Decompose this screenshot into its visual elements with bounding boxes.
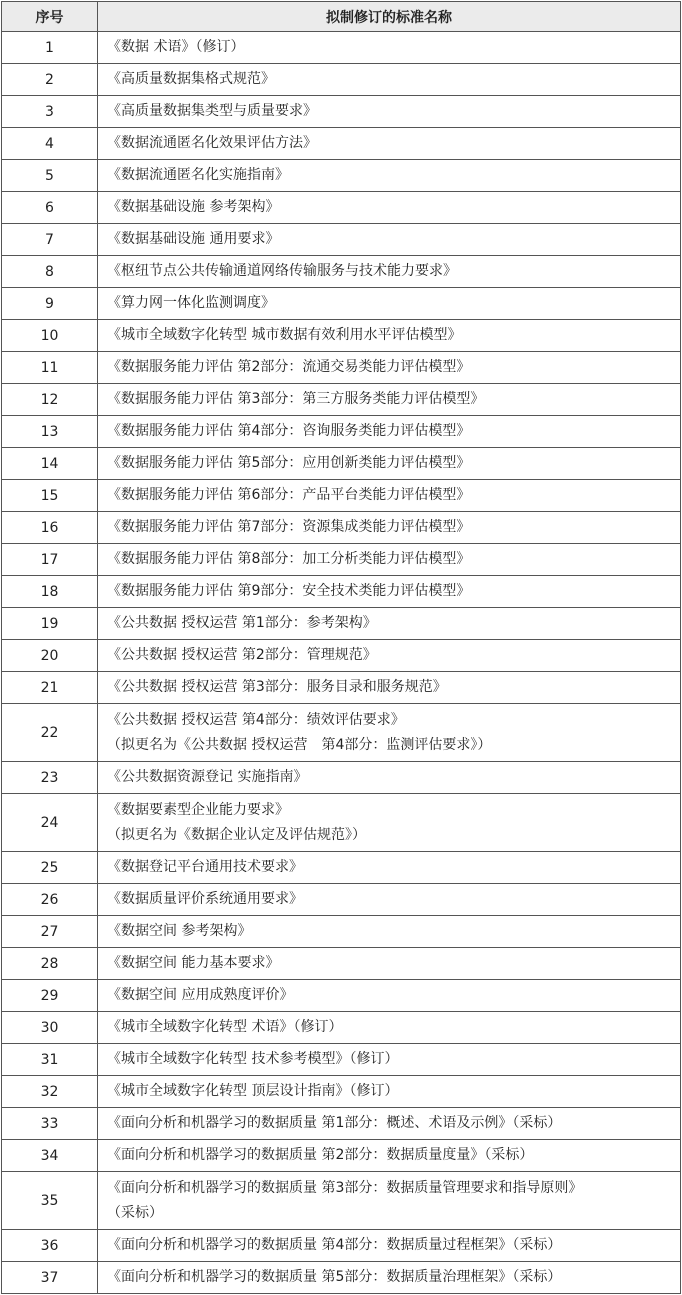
standard-name-cell — [98, 384, 681, 416]
table-header-row — [2, 2, 681, 32]
standard-name-cell — [98, 288, 681, 320]
standard-name-cell — [98, 704, 681, 762]
table-row — [2, 980, 681, 1012]
table-row — [2, 794, 681, 852]
serial-number-cell: 28 — [2, 948, 98, 980]
serial-number-cell: 23 — [2, 762, 98, 794]
standard-name-line: 《枢纽节点公共传输通道网络传输服务与技术能力要求》 — [107, 263, 457, 279]
standard-name-cell — [98, 576, 681, 608]
table-row — [2, 1108, 681, 1140]
table-row — [2, 948, 681, 980]
standard-name-cell — [98, 884, 681, 916]
table-row — [2, 480, 681, 512]
serial-number-cell: 21 — [2, 672, 98, 704]
standard-name-line: （拟更名为《公共数据 授权运营 第4部分：监测评估要求》） — [107, 736, 492, 753]
standard-name-cell — [98, 762, 681, 794]
table-row — [2, 1172, 681, 1230]
serial-number-cell: 20 — [2, 640, 98, 672]
serial-number-cell: 22 — [2, 704, 98, 762]
serial-number-cell: 8 — [2, 256, 98, 288]
standard-name-line: 《数据服务能力评估 第5部分：应用创新类能力评估模型》 — [107, 455, 471, 471]
serial-number-cell: 9 — [2, 288, 98, 320]
standard-name-line: 《数据流通匿名化效果评估方法》 — [107, 135, 317, 151]
table-body — [2, 32, 681, 1294]
table-row — [2, 416, 681, 448]
serial-number-cell: 16 — [2, 512, 98, 544]
table-row — [2, 224, 681, 256]
standard-name-cell — [98, 160, 681, 192]
serial-number-cell: 25 — [2, 852, 98, 884]
standard-name-cell — [98, 448, 681, 480]
standard-name-line: 《面向分析和机器学习的数据质量 第5部分：数据质量治理框架》（采标） — [107, 1269, 562, 1285]
standard-name-line: 《城市全域数字化转型 技术参考模型》（修订） — [107, 1051, 399, 1067]
standard-name-line: 《数据服务能力评估 第9部分：安全技术类能力评估模型》 — [107, 583, 471, 599]
serial-number-cell: 5 — [2, 160, 98, 192]
standard-name-cell — [98, 852, 681, 884]
serial-number-cell: 36 — [2, 1230, 98, 1262]
table-row — [2, 64, 681, 96]
standard-name-line: 《数据空间 参考架构》 — [107, 923, 252, 939]
standards-table — [1, 1, 681, 1294]
serial-number-cell: 4 — [2, 128, 98, 160]
standard-name-line: 《数据服务能力评估 第4部分：咨询服务类能力评估模型》 — [107, 423, 471, 439]
serial-number-cell: 10 — [2, 320, 98, 352]
serial-number-cell: 13 — [2, 416, 98, 448]
standard-name-cell — [98, 794, 681, 852]
standard-name-line: 《公共数据 授权运营 第1部分：参考架构》 — [107, 615, 377, 631]
table-row — [2, 512, 681, 544]
standard-name-cell — [98, 640, 681, 672]
table-row — [2, 852, 681, 884]
standard-name-line: 《公共数据资源登记 实施指南》 — [107, 769, 308, 785]
standard-name-cell — [98, 320, 681, 352]
standard-name-line: 《城市全域数字化转型 术语》（修订） — [107, 1019, 343, 1035]
standard-name-cell — [98, 608, 681, 640]
serial-number-cell: 7 — [2, 224, 98, 256]
standard-name-line: 《数据服务能力评估 第7部分：资源集成类能力评估模型》 — [107, 519, 471, 535]
standard-name-line: 《面向分析和机器学习的数据质量 第2部分：数据质量度量》（采标） — [107, 1147, 534, 1163]
table-row — [2, 1076, 681, 1108]
standard-name-line: 《城市全域数字化转型 城市数据有效利用水平评估模型》 — [107, 327, 462, 343]
standard-name-line: 《面向分析和机器学习的数据质量 第1部分：概述、术语及示例》（采标） — [107, 1115, 562, 1131]
serial-number-cell: 27 — [2, 916, 98, 948]
standard-name-cell — [98, 352, 681, 384]
serial-number-cell: 15 — [2, 480, 98, 512]
standard-name-line: （采标） — [107, 1204, 163, 1221]
table-row — [2, 1012, 681, 1044]
standard-name-cell — [98, 64, 681, 96]
standard-name-line: 《数据空间 能力基本要求》 — [107, 955, 280, 971]
standard-name-cell — [98, 1172, 681, 1230]
standard-name-line: 《数据质量评价系统通用要求》 — [107, 891, 303, 907]
standard-name-line: 《公共数据 授权运营 第4部分：绩效评估要求》 — [107, 711, 405, 728]
standard-name-line: 《城市全域数字化转型 顶层设计指南》（修订） — [107, 1083, 399, 1099]
standard-name-line: （拟更名为《数据企业认定及评估规范》） — [107, 826, 366, 843]
serial-number-cell: 33 — [2, 1108, 98, 1140]
table-row — [2, 320, 681, 352]
standard-name-line: 《数据空间 应用成熟度评价》 — [107, 987, 294, 1003]
standard-name-cell — [98, 256, 681, 288]
standard-name-cell — [98, 1262, 681, 1294]
standard-name-line: 《数据基础设施 通用要求》 — [107, 231, 280, 247]
standard-name-cell — [98, 96, 681, 128]
standard-name-line: 《高质量数据集格式规范》 — [107, 71, 275, 87]
serial-number-cell: 24 — [2, 794, 98, 852]
table-row — [2, 384, 681, 416]
table-row — [2, 192, 681, 224]
serial-number-cell: 12 — [2, 384, 98, 416]
header-standard-name: 拟制修订的标准名称 — [98, 2, 681, 32]
standard-name-line: 《数据服务能力评估 第2部分：流通交易类能力评估模型》 — [107, 359, 471, 375]
standard-name-cell — [98, 224, 681, 256]
standard-name-cell — [98, 416, 681, 448]
table-row — [2, 128, 681, 160]
table-row — [2, 160, 681, 192]
serial-number-cell: 26 — [2, 884, 98, 916]
table-row — [2, 1140, 681, 1172]
standard-name-line: 《公共数据 授权运营 第2部分：管理规范》 — [107, 647, 377, 663]
standard-name-line: 《数据服务能力评估 第6部分：产品平台类能力评估模型》 — [107, 487, 471, 503]
table-row — [2, 704, 681, 762]
serial-number-cell: 37 — [2, 1262, 98, 1294]
table-row — [2, 762, 681, 794]
table-row — [2, 640, 681, 672]
table-row — [2, 672, 681, 704]
standard-name-line: 《算力网一体化监测调度》 — [107, 295, 275, 311]
standard-name-cell — [98, 672, 681, 704]
standard-name-line: 《数据要素型企业能力要求》 — [107, 801, 289, 818]
serial-number-cell: 6 — [2, 192, 98, 224]
table-row — [2, 916, 681, 948]
standard-name-line: 《数据登记平台通用技术要求》 — [107, 859, 303, 875]
serial-number-cell: 35 — [2, 1172, 98, 1230]
standard-name-cell — [98, 1140, 681, 1172]
table-row — [2, 544, 681, 576]
table-row — [2, 1044, 681, 1076]
standard-name-line: 《数据服务能力评估 第8部分：加工分析类能力评估模型》 — [107, 551, 471, 567]
table-row — [2, 256, 681, 288]
table-row — [2, 1230, 681, 1262]
standard-name-line: 《数据 术语》（修订） — [107, 39, 245, 55]
standard-name-cell — [98, 192, 681, 224]
serial-number-cell: 3 — [2, 96, 98, 128]
standard-name-line: 《数据服务能力评估 第3部分：第三方服务类能力评估模型》 — [107, 391, 485, 407]
serial-number-cell: 18 — [2, 576, 98, 608]
standard-name-cell — [98, 916, 681, 948]
standard-name-line: 《面向分析和机器学习的数据质量 第3部分：数据质量管理要求和指导原则》 — [107, 1179, 583, 1196]
standard-name-cell — [98, 128, 681, 160]
table-row — [2, 1262, 681, 1294]
standard-name-cell — [98, 512, 681, 544]
table-row — [2, 352, 681, 384]
standard-name-cell — [98, 1076, 681, 1108]
standard-name-cell — [98, 948, 681, 980]
standard-name-cell — [98, 32, 681, 64]
serial-number-cell: 1 — [2, 32, 98, 64]
serial-number-cell: 11 — [2, 352, 98, 384]
serial-number-cell: 14 — [2, 448, 98, 480]
standard-name-cell — [98, 980, 681, 1012]
standard-name-cell — [98, 1108, 681, 1140]
serial-number-cell: 2 — [2, 64, 98, 96]
serial-number-cell: 34 — [2, 1140, 98, 1172]
standard-name-cell — [98, 544, 681, 576]
standard-name-line: 《高质量数据集类型与质量要求》 — [107, 103, 317, 119]
serial-number-cell: 32 — [2, 1076, 98, 1108]
table-row — [2, 576, 681, 608]
standard-name-line: 《公共数据 授权运营 第3部分：服务目录和服务规范》 — [107, 679, 447, 695]
standard-name-cell — [98, 1230, 681, 1262]
header-serial-number: 序号 — [2, 2, 98, 32]
serial-number-cell: 31 — [2, 1044, 98, 1076]
standard-name-cell — [98, 1044, 681, 1076]
table-row — [2, 608, 681, 640]
standard-name-cell — [98, 1012, 681, 1044]
table-row — [2, 448, 681, 480]
serial-number-cell: 30 — [2, 1012, 98, 1044]
standard-name-line: 《数据流通匿名化实施指南》 — [107, 167, 289, 183]
table-row — [2, 288, 681, 320]
standard-name-line: 《面向分析和机器学习的数据质量 第4部分：数据质量过程框架》（采标） — [107, 1237, 562, 1253]
serial-number-cell: 29 — [2, 980, 98, 1012]
serial-number-cell: 17 — [2, 544, 98, 576]
table-row — [2, 884, 681, 916]
table-row — [2, 32, 681, 64]
standard-name-line: 《数据基础设施 参考架构》 — [107, 199, 280, 215]
standard-name-cell — [98, 480, 681, 512]
table-row — [2, 96, 681, 128]
serial-number-cell: 19 — [2, 608, 98, 640]
